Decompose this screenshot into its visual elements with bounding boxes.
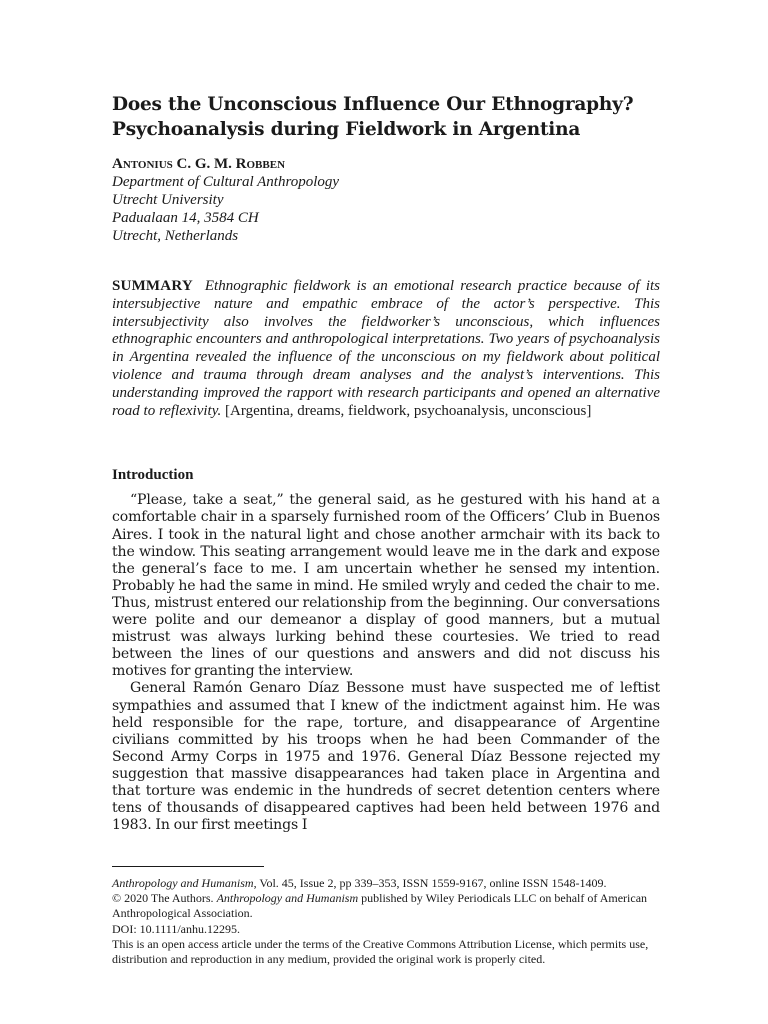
- article-page: [112, 92, 660, 834]
- article-title: [112, 92, 660, 142]
- paragraph: General Ramón Genaro Díaz Bessone must have suspected me of leftist sympathies and assumed that I knew of the indictment against him. He was held responsible for the rape, torture, and disappearance of Argentine civilians committed by his troops when he had been Commander of the Second Army Corps in 1975 and 1976. General Díaz Bessone rejected my suggestion that massive disappearances had taken place in Argentina and that torture was endemic in the hundreds of secret detention centers where tens of thousands of disappeared captives had been held between 1976 and 1983. In our first meetings I: [112, 680, 660, 834]
- footnote-divider: [112, 866, 264, 867]
- author-block: [112, 155, 660, 245]
- section-heading-introduction: Introduction: [112, 467, 194, 484]
- summary-text: Ethnographic fieldwork is an emotional research practice because of its intersubjective nature and empathic embrace of the actor’s perspective. This intersubjectivity also involves the fieldworker’s unconscious, which influences ethnographic encounters and anthropological interpretations. Two years of psychoanalysis in Argentina revealed the influence of the unconscious on my fieldwork about political violence and trauma through dream analyses and the analyst’s interventions. This understanding improved the rapport with research participants and opened an alternative road to reflexivity.: [112, 278, 660, 419]
- summary-keywords: [Argentina, dreams, fieldwork, psychoanalysis, unconscious]: [225, 402, 592, 419]
- footnote-doi: DOI: 10.1111/anhu.12295.: [112, 921, 240, 936]
- footnote-license: This is an open access article under the terms of the Creative Commons Attribution License, which permits use, distribution and reproduction in any medium, provided the original work is properly cited.: [112, 936, 649, 967]
- paragraph: “Please, take a seat,” the general said, as he gestured with his hand at a comfortable chair in a sparsely furnished room of the Officers’ Club in Buenos Aires. I took in the natural light and chose another armchair with its back to the window. This seating arrangement would leave me in the dark and expose the general’s face to me. I am uncertain whether he sensed my intention. Probably he had the same in mind. He smiled wryly and ceded the chair to me. Thus, mistrust entered our relationship from the beginning. Our conversations were polite and our demeanor a display of good manners, but a mutual mistrust was always lurking behind these courtesies. We tried to read between the lines of our questions and answers and did not discuss his motives for granting the interview.: [112, 492, 660, 680]
- footnote-citation: [112, 876, 660, 891]
- title-line-1: Does the Unconscious Influence Our Ethnography?: [112, 94, 634, 115]
- summary-abstract: [112, 278, 660, 420]
- footnote-journal-details: , Vol. 45, Issue 2, pp 339–353, ISSN 1559-9167, online ISSN 1548-1409.: [253, 876, 607, 890]
- summary-label: SUMMARY: [112, 278, 193, 294]
- copyright-journal: Anthropology and Humanism: [216, 891, 359, 906]
- footnote-journal-name: Anthropology and Humanism: [112, 876, 254, 890]
- footnote-copyright: [112, 891, 660, 921]
- affiliation-department: Department of Cultural Anthropology: [112, 174, 340, 190]
- copyright-prefix: © 2020 The Authors.: [112, 891, 217, 906]
- copyright-suffix: published by Wiley Periodicals LLC on behalf of American Anthropological Association.: [112, 891, 648, 921]
- affiliation-university: Utrecht University: [112, 192, 224, 208]
- title-line-2: Psychoanalysis during Fieldwork in Argentina: [112, 119, 581, 140]
- affiliation-city: Utrecht, Netherlands: [112, 228, 239, 244]
- body-text: [112, 492, 660, 834]
- footnote-block: [112, 876, 660, 967]
- author-name: Antonius C. G. M. Robben: [112, 156, 286, 172]
- affiliation-address: Padualaan 14, 3584 CH: [112, 210, 259, 226]
